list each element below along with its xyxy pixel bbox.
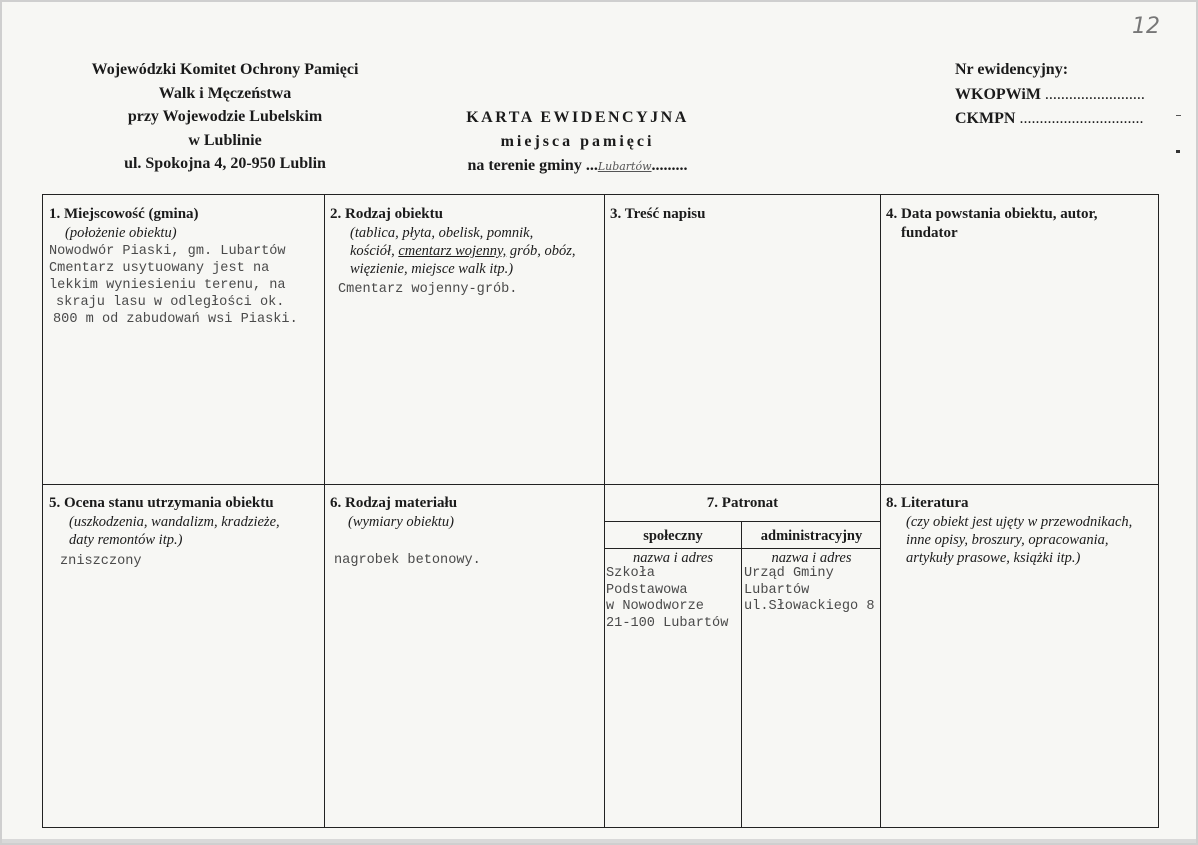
section-date-author	[880, 205, 1158, 243]
section-patronage-title: 7. Patronat	[706, 495, 779, 511]
card-subtitle: miejsca pamięci	[500, 133, 655, 150]
section-hint: (uszkodzenia, wandalizm, kradzieże, daty remontów itp.)	[69, 514, 280, 548]
typed-entry: zniszczony	[60, 554, 142, 569]
card-title-block	[420, 106, 735, 179]
patronage-admin-header: administracyjny	[760, 528, 863, 544]
scan-mark	[1176, 115, 1181, 116]
patronage-social-header: społeczny	[643, 528, 703, 544]
selected-option: cmentarz wojenny,	[398, 243, 507, 259]
section-hint: (położenie obiektu)	[65, 225, 177, 241]
org-line: w Lublinie	[188, 131, 262, 149]
registry-label: Nr ewidencyjny:	[955, 61, 1069, 78]
section-title: 1. Miejscowość (gmina)	[49, 206, 199, 222]
section-location	[43, 205, 324, 328]
gmina-value: Lubartów	[597, 160, 652, 173]
card-title: KARTA EWIDENCYJNA	[466, 109, 689, 126]
section-hint: (tablica, płyta, obelisk, pomnik, kościół, cmentarz wojenny, grób, obóz, więzienie, miejsce walk itp.)	[350, 225, 576, 277]
section-title: 2. Rodzaj obiektu	[330, 206, 443, 222]
grid-line	[43, 484, 1158, 485]
section-hint: (wymiary obiektu)	[348, 514, 454, 530]
column-hint: nazwa i adres	[771, 550, 852, 566]
section-title: 6. Rodzaj materiału	[330, 495, 458, 511]
registry-wkopwim: WKOPWiM .........................	[955, 85, 1145, 103]
registry-ckmpn: CKMPN ...............................	[955, 110, 1144, 127]
column-hint: nazwa i adres	[632, 550, 714, 566]
org-line: Wojewódzki Komitet Ochrony Pamięci	[91, 61, 359, 78]
scan-mark	[1176, 150, 1180, 153]
section-material	[324, 494, 604, 569]
section-title: 4. Data powstania obiektu, autor,	[886, 206, 1098, 222]
patronage-admin-entry	[742, 551, 881, 616]
section-inscription	[604, 205, 880, 224]
section-title: 5. Ocena stanu utrzymania obiektu	[49, 495, 274, 511]
gmina-label: na terenie gminy	[467, 157, 582, 174]
typed-entry: Cmentarz wojenny-grób.	[338, 282, 518, 297]
section-title: fundator	[901, 225, 958, 241]
grid-line	[604, 548, 881, 549]
typed-entry: Urząd Gminy Lubartów ul.Słowackiego 8	[744, 566, 875, 614]
org-line: przy Wojewodzie Lubelskim	[127, 108, 323, 125]
section-object-type	[324, 205, 604, 298]
organization-address-block	[50, 58, 400, 176]
typed-entry: Nowodwór Piaski, gm. Lubartów Cmentarz usytuowany jest na lekkim wyniesieniu terenu, na skraju lasu w odległości ok. 800 m od zabudowań wsi Piaski.	[49, 244, 298, 327]
org-line: Walk i Męczeństwa	[158, 84, 292, 102]
section-condition	[43, 494, 324, 570]
gmina-line: na terenie gminy ...Lubartów.........	[467, 157, 688, 174]
section-literature	[880, 494, 1158, 567]
section-title: 3. Treść napisu	[610, 206, 706, 222]
grid-line	[604, 521, 881, 522]
registry-number-block	[955, 58, 1145, 132]
form-grid	[42, 194, 1159, 828]
section-hint: (czy obiekt jest ujęty w przewodnikach, inne opisy, broszury, opracowania, artykuły prasowe, książki itp.)	[906, 514, 1133, 566]
typed-entry: nagrobek betonowy.	[334, 553, 481, 568]
patronage-social-entry	[604, 551, 742, 632]
handwritten-page-number: 12	[1132, 14, 1160, 39]
org-line: ul. Spokojna 4, 20-950 Lublin	[124, 155, 326, 172]
section-title: 8. Literatura	[886, 495, 969, 511]
typed-entry: Szkoła Podstawowa w Nowodworze 21-100 Lubartów	[606, 566, 729, 631]
